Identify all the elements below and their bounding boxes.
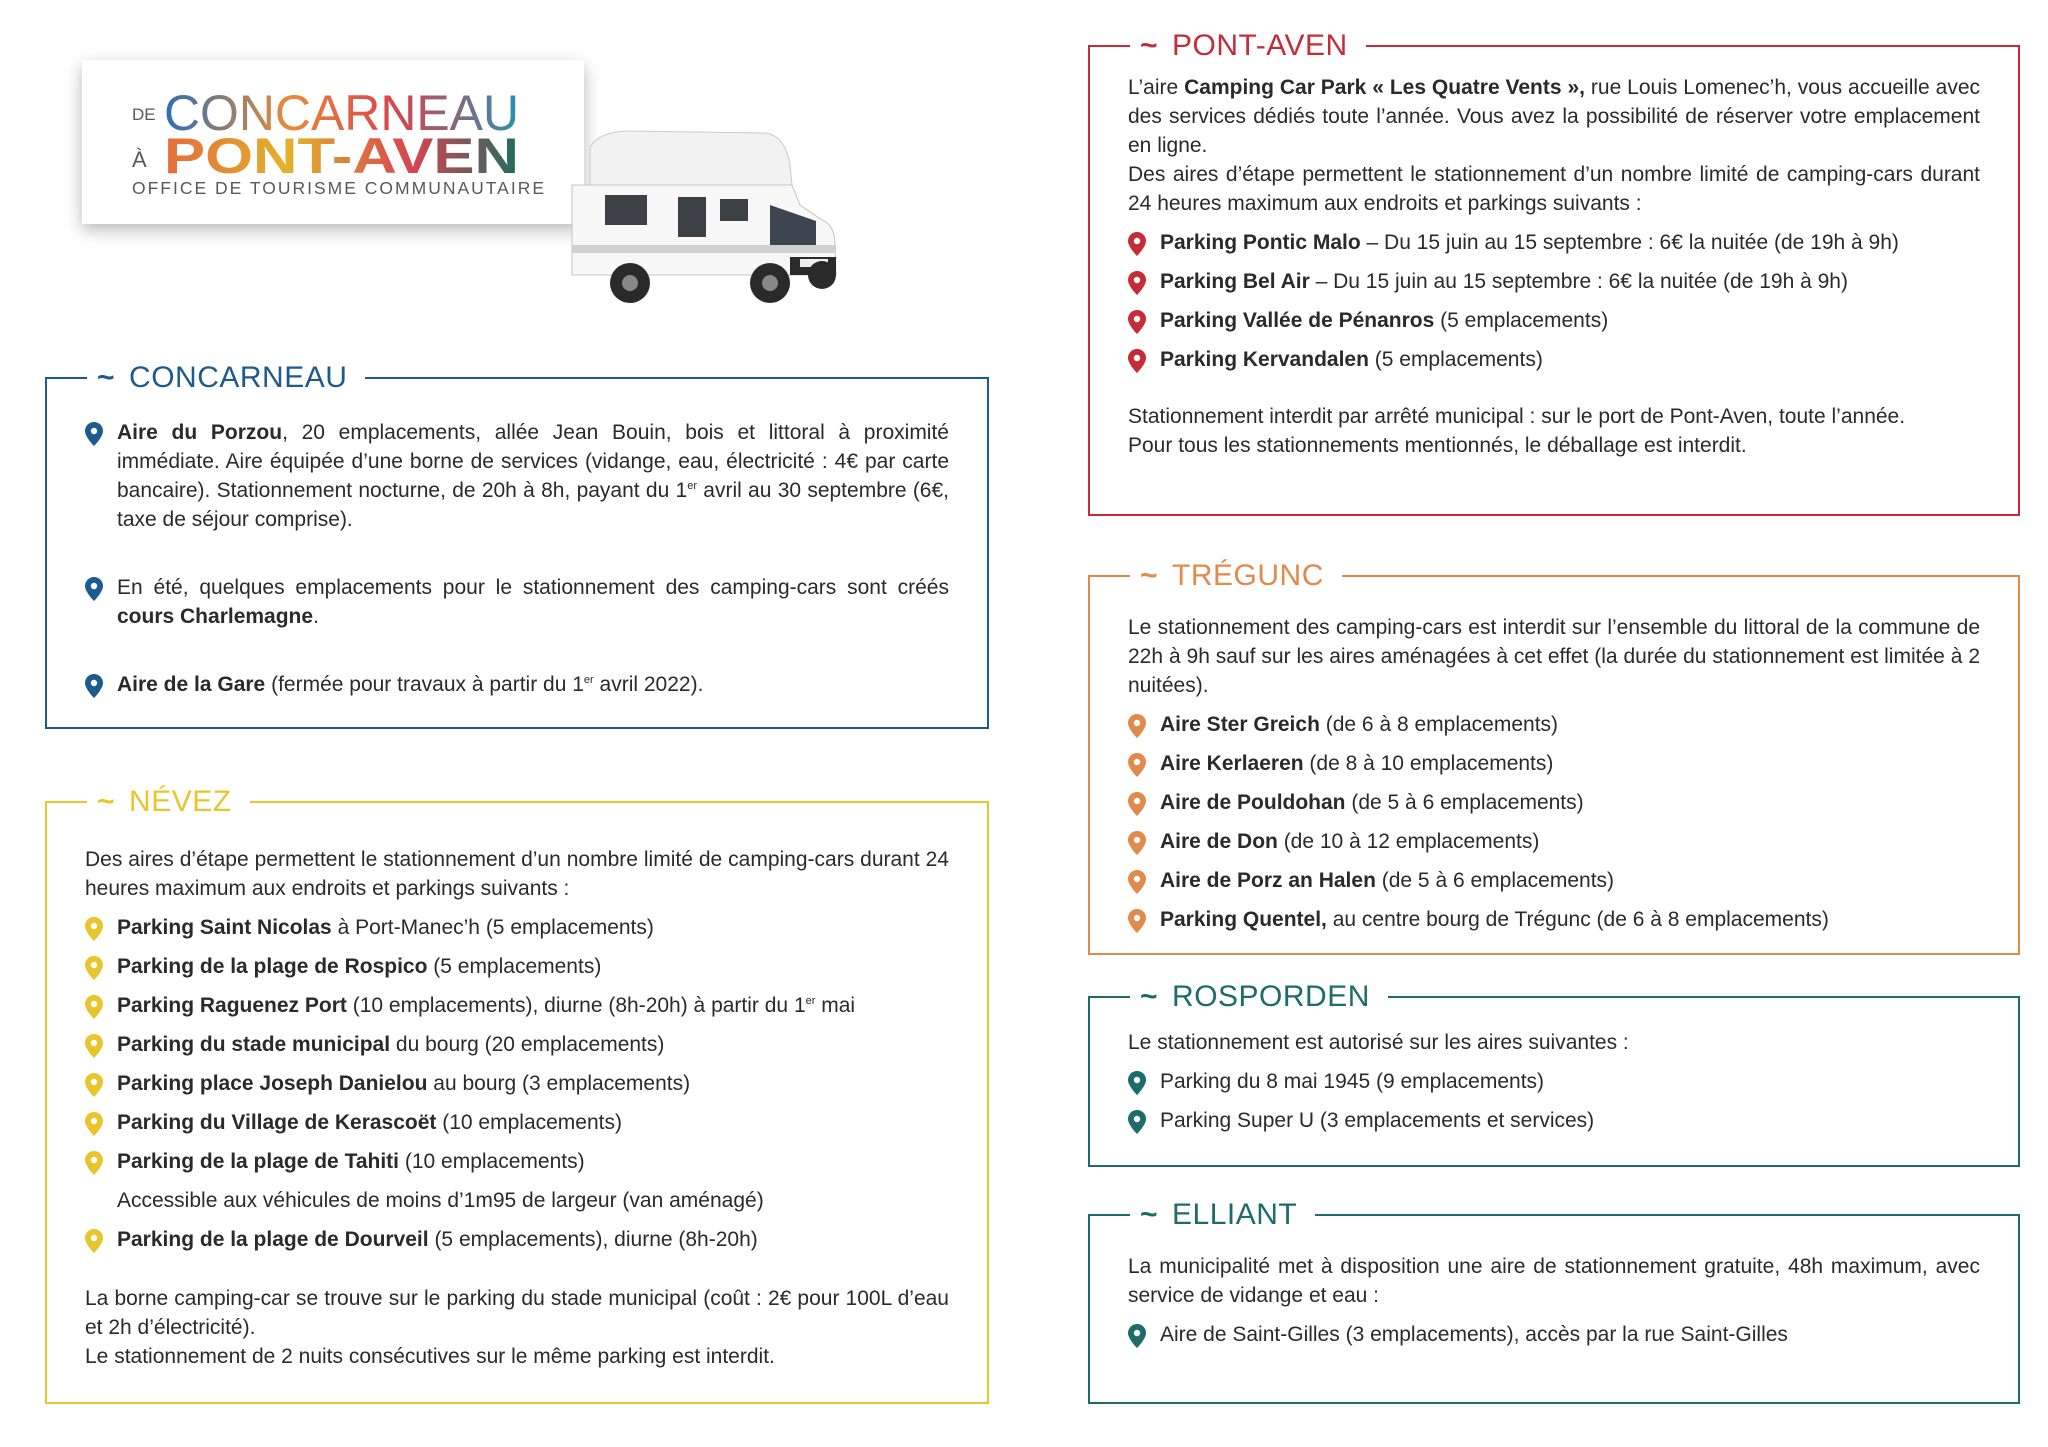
logo-prefix-a: À — [132, 147, 147, 172]
section-outro: Pour tous les stationnements mentionnés, le déballage est interdit. — [1128, 434, 1747, 457]
map-pin-icon — [1128, 870, 1146, 894]
list-item: Aire de Don (de 10 à 12 emplacements) — [1128, 827, 1980, 856]
map-pin-icon — [1128, 1110, 1146, 1134]
map-pin-icon — [85, 577, 103, 601]
tilde-icon: ~ — [1140, 29, 1159, 62]
tilde-icon: ~ — [1140, 980, 1159, 1013]
map-pin-icon — [1128, 271, 1146, 295]
section-intro: L’aire Camping Car Park « Les Quatre Vents », rue Louis Lomenec’h, vous accueille avec des services dédiés toute l’année. Vous avez la possibilité de réserver votre emplacement en ligne. — [1128, 76, 1980, 157]
map-pin-icon — [85, 1229, 103, 1253]
list-item: Parking Vallée de Pénanros (5 emplacements) — [1128, 306, 1980, 335]
list-item: Parking place Joseph Danielou au bourg (3 emplacements) — [85, 1069, 949, 1098]
section-intro: Le stationnement des camping-cars est interdit sur l’ensemble du littoral de la commune de 22h à 9h sauf sur les aires aménagées à cet effet (la durée du stationnement est limitée à 2 nuitées). — [1128, 616, 1980, 697]
list-item: Parking de la plage de Tahiti (10 emplacements) — [85, 1147, 949, 1176]
section-title-tregunc: ~ TRÉGUNC — [1130, 558, 1342, 594]
section-title-rosporden: ~ ROSPORDEN — [1130, 979, 1388, 1015]
map-pin-icon — [1128, 232, 1146, 256]
map-pin-icon — [1128, 310, 1146, 334]
map-pin-icon — [1128, 831, 1146, 855]
list-item: Aire Kerlaeren (de 8 à 10 emplacements) — [1128, 749, 1980, 778]
camper-van-image — [560, 125, 850, 315]
map-pin-icon — [85, 1151, 103, 1175]
map-pin-icon — [85, 1112, 103, 1136]
list-item: Parking Bel Air – Du 15 juin au 15 septembre : 6€ la nuitée (de 19h à 9h) — [1128, 267, 1980, 296]
map-pin-icon — [1128, 753, 1146, 777]
section-title-pont-aven: ~ PONT-AVEN — [1130, 28, 1366, 64]
map-pin-icon — [85, 1034, 103, 1058]
tilde-icon: ~ — [1140, 559, 1159, 592]
list-item: Parking de la plage de Dourveil (5 emplacements), diurne (8h-20h) — [85, 1225, 949, 1254]
section-intro: Des aires d’étape permettent le stationnement d’un nombre limité de camping-cars durant 24 heures maximum aux endroits et parkings suivants : — [1128, 163, 1980, 215]
map-pin-icon — [1128, 349, 1146, 373]
section-concarneau — [45, 361, 989, 729]
tilde-icon: ~ — [97, 361, 116, 394]
list-item: En été, quelques emplacements pour le stationnement des camping-cars sont créés cours Charlemagne. — [85, 573, 949, 631]
logo-line1: CONCARNEAU — [164, 85, 519, 141]
section-title-concarneau: ~ CONCARNEAU — [87, 360, 365, 396]
section-intro: La municipalité met à disposition une aire de stationnement gratuite, 48h maximum, avec service de vidange et eau : — [1128, 1255, 1980, 1307]
section-outro: Le stationnement de 2 nuits consécutives sur le même parking est interdit. — [85, 1345, 775, 1368]
list-item: Parking Kervandalen (5 emplacements) — [1128, 345, 1980, 374]
map-pin-icon — [85, 422, 103, 446]
section-nevez — [45, 785, 989, 1404]
tregunc-list — [1128, 710, 1980, 934]
section-pont-aven — [1088, 29, 2020, 516]
map-pin-icon — [85, 956, 103, 980]
section-outro: Stationnement interdit par arrêté municipal : sur le port de Pont-Aven, toute l’année. — [1128, 405, 1906, 428]
list-item-note: Accessible aux véhicules de moins d’1m95 de largeur (van aménagé) — [117, 1189, 764, 1212]
list-item: Parking Saint Nicolas à Port-Manec’h (5 emplacements) — [85, 913, 949, 942]
map-pin-icon — [85, 1073, 103, 1097]
list-item: Parking Pontic Malo – Du 15 juin au 15 septembre : 6€ la nuitée (de 19h à 9h) — [1128, 228, 1980, 257]
list-item: Parking du Village de Kerascoët (10 emplacements) — [85, 1108, 949, 1137]
map-pin-icon — [1128, 1324, 1146, 1348]
logo-subtitle: OFFICE DE TOURISME COMMUNAUTAIRE — [132, 178, 547, 198]
list-item: Aire de Pouldohan (de 5 à 6 emplacements) — [1128, 788, 1980, 817]
map-pin-icon — [85, 995, 103, 1019]
section-title-nevez: ~ NÉVEZ — [87, 784, 250, 820]
logo — [82, 60, 584, 224]
list-item: Aire du Porzou, 20 emplacements, allée Jean Bouin, bois et littoral à proximité immédiate. Aire équipée d’une borne de services (vidange, eau, électricité : 4€ par carte bancaire). Stationnement nocturne, de 20h à 8h, payant du 1er avril au 30 septembre (6€, taxe de séjour comprise). — [85, 418, 949, 534]
list-item: Aire de la Gare (fermée pour travaux à partir du 1er avril 2022). — [85, 670, 949, 699]
list-item: Aire Ster Greich (de 6 à 8 emplacements) — [1128, 710, 1980, 739]
nevez-list — [85, 913, 949, 1254]
list-item: Parking de la plage de Rospico (5 emplacements) — [85, 952, 949, 981]
map-pin-icon — [85, 917, 103, 941]
logo-wordmark — [82, 60, 584, 224]
section-elliant — [1088, 1198, 2020, 1404]
section-rosporden — [1088, 980, 2020, 1167]
logo-line2: PONT-AVEN — [164, 128, 519, 184]
map-pin-icon — [85, 674, 103, 698]
list-item: Parking Quentel, au centre bourg de Trégunc (de 6 à 8 emplacements) — [1128, 905, 1980, 934]
map-pin-icon — [1128, 1071, 1146, 1095]
map-pin-icon — [1128, 792, 1146, 816]
section-outro: La borne camping-car se trouve sur le parking du stade municipal (coût : 2€ pour 100L d’eau et 2h d’électricité). — [85, 1287, 949, 1339]
list-item: Aire de Porz an Halen (de 5 à 6 emplacements) — [1128, 866, 1980, 895]
tilde-icon: ~ — [97, 785, 116, 818]
section-intro: Des aires d’étape permettent le stationnement d’un nombre limité de camping-cars durant 24 heures maximum aux endroits et parkings suivants : — [85, 848, 949, 900]
map-pin-icon — [1128, 714, 1146, 738]
list-item: Parking du stade municipal du bourg (20 emplacements) — [85, 1030, 949, 1059]
logo-prefix-de: DE — [132, 105, 156, 124]
section-tregunc — [1088, 559, 2020, 955]
list-item: Aire de Saint-Gilles (3 emplacements), accès par la rue Saint-Gilles — [1128, 1320, 1980, 1349]
elliant-list — [1128, 1320, 1980, 1349]
pont-aven-list — [1128, 228, 1980, 374]
section-intro: Le stationnement est autorisé sur les aires suivantes : — [1128, 1031, 1629, 1054]
map-pin-icon — [1128, 909, 1146, 933]
section-title-elliant: ~ ELLIANT — [1130, 1197, 1315, 1233]
rosporden-list — [1128, 1067, 1980, 1135]
list-item: Parking Super U (3 emplacements et services) — [1128, 1106, 1980, 1135]
list-item: Parking du 8 mai 1945 (9 emplacements) — [1128, 1067, 1980, 1096]
list-item: Parking Raguenez Port (10 emplacements), diurne (8h-20h) à partir du 1er mai — [85, 991, 949, 1020]
tilde-icon: ~ — [1140, 1198, 1159, 1231]
